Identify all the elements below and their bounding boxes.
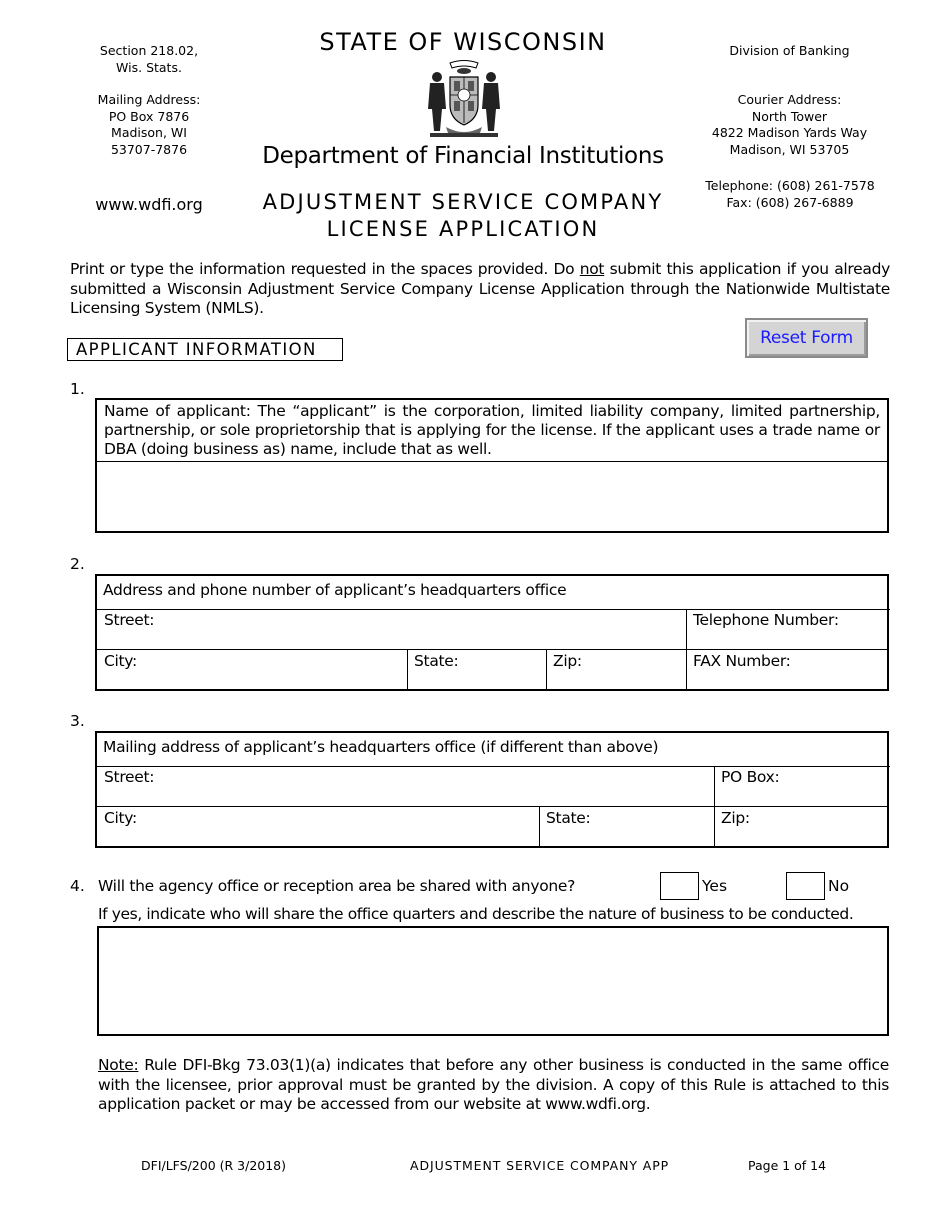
form-title-line-2: LICENSE APPLICATION [326, 217, 600, 241]
mailing-address [90, 92, 208, 158]
division-name: Division of Banking [729, 43, 850, 58]
department-name: Department of Financial Institutions [262, 143, 664, 169]
intro-underlined: not [579, 260, 605, 278]
question-4-number: 4. [70, 877, 85, 895]
note-text: Rule DFI-Bkg 73.03(1)(a) indicates that before any other business is conducted in the same office with the licensee, prior approval must be granted by the division. A copy of this Rule is attached to this application packet or may be accessed from our website at www.wdfi.org. [98, 1056, 889, 1113]
courier-line-3: Madison, WI 53705 [729, 141, 850, 157]
website-link[interactable]: www.wdfi.org [95, 195, 203, 214]
hq-fax-field[interactable]: FAX Number: [693, 652, 791, 670]
form-title-line-1: ADJUSTMENT SERVICE COMPANY [262, 190, 664, 214]
question-2-box [95, 574, 889, 691]
hq-street-field[interactable]: Street: [97, 609, 687, 650]
division-telephone: Telephone: (608) 261-7578 [705, 178, 875, 193]
mailing-po-box-field[interactable]: PO Box: [714, 766, 889, 807]
mailing-state-field[interactable]: State: [539, 807, 715, 848]
page-number: Page 1 of 14 [748, 1158, 827, 1173]
contact-numbers [700, 178, 880, 211]
mailing-address-heading: Mailing address of applicant’s headquarters office (if different than above) [96, 732, 890, 767]
statute-reference [90, 43, 208, 76]
reset-form-button[interactable]: Reset Form [745, 318, 868, 358]
footer-form-name: ADJUSTMENT SERVICE COMPANY APP [410, 1158, 670, 1173]
form-number: DFI/LFS/200 (R 3/2018) [141, 1158, 287, 1173]
question-3-number: 3. [70, 712, 85, 730]
shared-office-yes-checkbox[interactable] [660, 872, 699, 900]
courier-line-2: 4822 Madison Yards Way [711, 125, 868, 140]
state-title: STATE OF WISCONSIN [319, 28, 607, 56]
shared-office-question: Will the agency office or reception area be shared with anyone? [98, 877, 576, 895]
section-heading-applicant-information: APPLICANT INFORMATION [67, 338, 343, 361]
statute-line-2: Wis. Stats. [116, 59, 182, 75]
question-3-box [95, 731, 889, 848]
note-label: Note: [98, 1056, 139, 1074]
hq-state-field[interactable]: State: [407, 650, 547, 691]
question-2-number: 2. [70, 555, 85, 573]
division-fax: Fax: (608) 267-6889 [726, 194, 854, 210]
shared-office-no-checkbox[interactable] [786, 872, 825, 900]
shared-office-followup: If yes, indicate who will share the office quarters and describe the nature of business to be conducted. [98, 905, 854, 923]
intro-text-2: submit this application if you already submitted a Wisconsin Adjustment Service Company License Application through the Nationwide Multistate Licensing System (NMLS). [70, 260, 890, 317]
question-1-number: 1. [70, 380, 85, 398]
mailing-line-2: Madison, WI [111, 125, 187, 140]
mailing-line-1: PO Box 7876 [108, 108, 190, 124]
rule-note [98, 1056, 889, 1115]
applicant-name-instructions: Name of applicant: The “applicant” is the corporation, limited liability company, limited partnership, partnership, or sole proprietorship that is applying for the license. If the applicant uses a trade name or DBA (doing business as) name, include that as well. [97, 400, 887, 462]
mailing-label: Mailing Address: [97, 92, 201, 107]
mailing-zip-field[interactable]: Zip: [721, 809, 750, 827]
hq-zip-field[interactable]: Zip: [546, 650, 687, 691]
question-1-box [95, 398, 889, 533]
intro-text-1: Print or type the information requested in the spaces provided. Do [70, 260, 580, 278]
shared-office-no-label: No [828, 877, 850, 895]
state-seal-icon [420, 57, 508, 141]
hq-telephone-field[interactable]: Telephone Number: [686, 609, 889, 650]
hq-city-field[interactable]: City: [97, 650, 408, 691]
mailing-street-field[interactable]: Street: [97, 766, 715, 807]
courier-label: Courier Address: [737, 92, 842, 107]
statute-line-1: Section 218.02, [99, 43, 199, 58]
courier-address [706, 92, 873, 158]
mailing-city-field[interactable]: City: [97, 807, 540, 848]
shared-office-yes-label: Yes [702, 877, 728, 895]
intro-paragraph [70, 260, 890, 319]
courier-line-1: North Tower [751, 108, 828, 124]
shared-office-description-textarea[interactable] [97, 926, 889, 1036]
applicant-name-input[interactable] [97, 462, 883, 530]
hq-address-heading: Address and phone number of applicant’s headquarters office [96, 575, 890, 610]
form-title [250, 189, 676, 243]
mailing-line-3: 53707-7876 [110, 141, 188, 157]
